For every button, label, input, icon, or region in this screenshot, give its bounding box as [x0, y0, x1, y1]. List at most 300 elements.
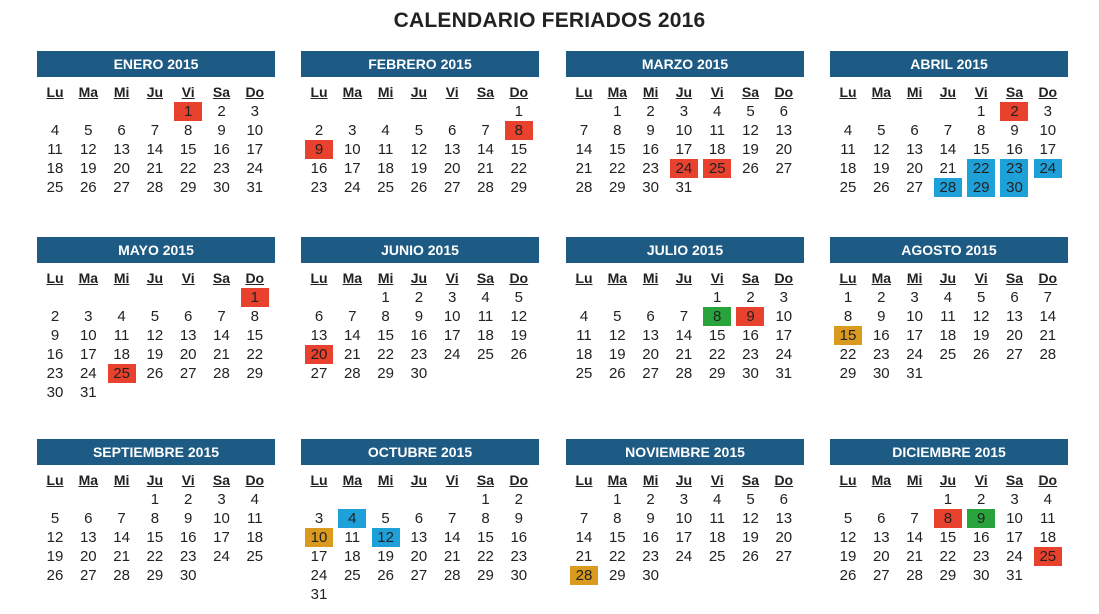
day-cell: 23 [410, 346, 428, 363]
day-cell: 3 [348, 122, 357, 139]
weekday-label: Vi [710, 270, 724, 286]
empty-cell [39, 288, 71, 307]
weekday-label: Vi [445, 84, 459, 100]
day-cell: 17 [310, 548, 328, 565]
weekday-label: Mi [377, 84, 394, 100]
weekday-label: Ju [146, 270, 164, 286]
weekday-label: Sa [741, 84, 760, 100]
day-cell: 10 [675, 510, 693, 527]
weekday-label: Vi [181, 472, 195, 488]
day-cell: 15 [608, 141, 626, 158]
empty-cell [205, 288, 237, 307]
day-cell: 26 [377, 567, 394, 584]
day-cell: 1 [514, 103, 523, 120]
day-cell: 17 [1006, 529, 1023, 546]
day-cell: 7 [348, 308, 357, 325]
day-cell: 28 [575, 179, 593, 196]
weekday-label: Lu [839, 472, 857, 488]
day-cell: 30 [410, 365, 428, 382]
day-cell: 8 [250, 308, 259, 325]
weekday-label: Ma [342, 270, 363, 286]
day-cell: 18 [575, 346, 593, 363]
day-cell: 19 [510, 327, 528, 344]
month-days-grid [832, 83, 1068, 197]
day-cell: 11 [709, 122, 725, 139]
day-cell: 22 [146, 548, 164, 565]
day-cell: 4 [381, 122, 390, 139]
day-cell: 11 [940, 308, 956, 325]
empty-cell [403, 102, 435, 121]
month-mayo [37, 237, 275, 402]
day-cell: 12 [608, 327, 626, 344]
day-cell: 11 [576, 327, 592, 344]
holiday-day-orange: 15 [832, 326, 864, 345]
day-cell: 8 [977, 122, 986, 139]
day-cell: 30 [213, 179, 230, 196]
day-cell: 28 [906, 567, 923, 584]
day-cell: 14 [1039, 308, 1057, 325]
day-cell: 4 [117, 308, 126, 325]
empty-cell [139, 102, 171, 121]
weekday-label: Do [1038, 472, 1058, 488]
day-cell: 26 [510, 346, 528, 363]
empty-cell [568, 490, 600, 509]
weekday-label: Do [1038, 84, 1058, 100]
day-cell: 18 [1039, 529, 1057, 546]
day-cell: 21 [443, 548, 461, 565]
day-cell: 24 [79, 365, 97, 382]
empty-cell [303, 288, 335, 307]
day-cell: 26 [839, 567, 857, 584]
month-octubre [301, 439, 539, 604]
weekday-label: Sa [1005, 84, 1024, 100]
weekday-label: Mi [377, 472, 394, 488]
day-cell: 1 [943, 491, 953, 508]
weekday-label: Sa [476, 270, 495, 286]
day-cell: 7 [448, 510, 457, 527]
day-cell: 25 [575, 365, 593, 382]
day-cell: 9 [514, 510, 523, 527]
day-cell: 2 [414, 289, 424, 306]
weekday-label: Lu [310, 84, 328, 100]
empty-cell [899, 490, 931, 509]
day-cell: 25 [46, 179, 64, 196]
day-cell: 21 [343, 346, 361, 363]
day-cell: 22 [608, 160, 626, 177]
day-cell: 19 [377, 548, 394, 565]
day-cell: 8 [613, 122, 622, 139]
weekday-label: Ma [78, 84, 99, 100]
weekday-label: Mi [113, 84, 130, 100]
day-cell: 27 [443, 179, 461, 196]
holiday-day-green: 9 [965, 509, 997, 528]
day-cell: 17 [246, 141, 264, 158]
day-cell: 5 [514, 289, 523, 306]
day-cell: 2 [746, 289, 755, 306]
day-cell: 11 [477, 308, 494, 325]
day-cell: 26 [742, 548, 759, 565]
day-cell: 23 [642, 160, 659, 177]
day-cell: 14 [675, 327, 693, 344]
day-cell: 27 [79, 567, 97, 584]
day-cell: 9 [217, 122, 226, 139]
day-cell: 3 [84, 308, 93, 325]
weekday-label: Ma [607, 84, 628, 100]
day-cell: 18 [939, 327, 957, 344]
weekday-label: Lu [310, 270, 328, 286]
day-cell: 22 [377, 346, 394, 363]
day-cell: 20 [906, 160, 923, 177]
empty-cell [932, 102, 964, 121]
weekday-label: Vi [974, 84, 988, 100]
day-cell: 17 [775, 327, 793, 344]
weekday-label: Ju [939, 472, 957, 488]
day-cell: 12 [410, 141, 428, 158]
day-cell: 6 [877, 510, 886, 527]
day-cell: 13 [775, 510, 793, 527]
holiday-day-blue: 24 [1032, 159, 1064, 178]
day-cell: 19 [608, 346, 626, 363]
day-cell: 5 [746, 103, 755, 120]
day-cell: 31 [246, 179, 264, 196]
holiday-day-red: 9 [734, 307, 766, 326]
day-cell: 10 [343, 141, 361, 158]
empty-cell [303, 490, 335, 509]
weekday-label: Ma [871, 270, 892, 286]
day-cell: 15 [146, 529, 164, 546]
day-cell: 5 [414, 122, 424, 139]
day-cell: 31 [310, 586, 328, 603]
day-cell: 13 [179, 327, 197, 344]
month-julio [566, 237, 804, 383]
day-cell: 29 [179, 179, 197, 196]
empty-cell [899, 102, 931, 121]
day-cell: 21 [477, 160, 494, 177]
holiday-day-red: 8 [932, 509, 964, 528]
weekday-label: Ju [675, 84, 693, 100]
day-cell: 17 [343, 160, 361, 177]
day-cell: 21 [113, 548, 130, 565]
day-cell: 26 [146, 365, 164, 382]
day-cell: 19 [972, 327, 990, 344]
day-cell: 22 [477, 548, 494, 565]
weekday-label: Lu [575, 472, 593, 488]
month-days-grid [39, 269, 275, 402]
holiday-day-red: 25 [701, 159, 733, 178]
weekday-label: Ju [675, 472, 693, 488]
day-cell: 23 [310, 179, 328, 196]
day-cell: 25 [939, 346, 957, 363]
day-cell: 6 [448, 122, 457, 139]
day-cell: 6 [910, 122, 919, 139]
day-cell: 21 [906, 548, 923, 565]
day-cell: 29 [246, 365, 264, 382]
day-cell: 5 [84, 122, 93, 139]
day-cell: 28 [1039, 346, 1057, 363]
holiday-day-blue: 29 [965, 178, 997, 197]
weekday-label: Do [1038, 270, 1058, 286]
weekday-label: Ju [146, 84, 164, 100]
day-cell: 14 [443, 529, 461, 546]
day-cell: 7 [217, 308, 226, 325]
day-cell: 24 [906, 346, 923, 363]
empty-cell [865, 490, 897, 509]
weekday-label: Ma [78, 472, 99, 488]
day-cell: 13 [410, 529, 428, 546]
day-cell: 7 [579, 122, 589, 139]
day-cell: 26 [410, 179, 428, 196]
day-cell: 13 [872, 529, 890, 546]
day-cell: 29 [608, 179, 626, 196]
day-cell: 28 [146, 179, 164, 196]
day-cell: 20 [443, 160, 461, 177]
day-cell: 21 [1039, 327, 1057, 344]
month-enero [37, 51, 275, 197]
day-cell: 10 [775, 308, 793, 325]
day-cell: 13 [642, 327, 659, 344]
weekday-label: Lu [46, 84, 64, 100]
day-cell: 24 [310, 567, 328, 584]
weekday-label: Ju [410, 472, 428, 488]
weekday-label: Vi [181, 84, 195, 100]
day-cell: 16 [179, 529, 197, 546]
day-cell: 6 [314, 308, 324, 325]
day-cell: 15 [972, 141, 990, 158]
weekday-label: Lu [46, 270, 64, 286]
month-header: DICIEMBRE 2015 [830, 439, 1068, 465]
holiday-day-red: 20 [303, 345, 335, 364]
weekday-label: Vi [445, 270, 459, 286]
day-cell: 24 [1006, 548, 1023, 565]
day-cell: 28 [477, 179, 494, 196]
weekday-label: Sa [212, 84, 231, 100]
page-title: CALENDARIO FERIADOS 2016 [393, 9, 706, 32]
day-cell: 21 [146, 160, 164, 177]
day-cell: 18 [113, 346, 130, 363]
holiday-day-blue: 12 [370, 528, 402, 547]
day-cell: 24 [443, 346, 461, 363]
day-cell: 22 [708, 346, 726, 363]
day-cell: 6 [1010, 289, 1019, 306]
day-cell: 22 [179, 160, 197, 177]
day-cell: 7 [943, 122, 953, 139]
day-cell: 12 [742, 510, 759, 527]
month-febrero [301, 51, 539, 197]
day-cell: 18 [343, 548, 361, 565]
day-cell: 22 [608, 548, 626, 565]
weekday-label: Lu [575, 84, 593, 100]
day-cell: 20 [642, 346, 659, 363]
day-cell: 22 [939, 548, 957, 565]
month-days-grid [303, 269, 539, 383]
day-cell: 5 [746, 491, 755, 508]
day-cell: 7 [481, 122, 490, 139]
day-cell: 12 [46, 529, 64, 546]
holiday-day-blue: 28 [932, 178, 964, 197]
day-cell: 5 [150, 308, 160, 325]
day-cell: 17 [443, 327, 461, 344]
weekday-label: Ju [146, 472, 164, 488]
holiday-day-red: 2 [998, 102, 1030, 121]
day-cell: 9 [414, 308, 424, 325]
weekday-label: Do [774, 84, 794, 100]
day-cell: 30 [742, 365, 759, 382]
day-cell: 27 [179, 365, 197, 382]
month-days-grid [568, 471, 804, 585]
empty-cell [370, 490, 402, 509]
day-cell: 9 [877, 308, 886, 325]
day-cell: 7 [1043, 289, 1052, 306]
weekday-label: Lu [46, 472, 64, 488]
weekday-label: Mi [377, 270, 394, 286]
holiday-day-blue: 23 [998, 159, 1030, 178]
weekday-label: Sa [212, 270, 231, 286]
holiday-day-red: 1 [172, 102, 204, 121]
day-cell: 16 [310, 160, 328, 177]
day-cell: 10 [213, 510, 230, 527]
day-cell: 11 [1039, 510, 1056, 527]
day-cell: 10 [79, 327, 97, 344]
day-cell: 29 [839, 365, 857, 382]
month-marzo [566, 51, 804, 197]
day-cell: 15 [510, 141, 528, 158]
day-cell: 17 [1039, 141, 1057, 158]
weekday-label: Ju [939, 84, 957, 100]
day-cell: 20 [179, 346, 197, 363]
day-cell: 27 [1006, 346, 1023, 363]
day-cell: 31 [1006, 567, 1023, 584]
weekday-label: Vi [974, 472, 988, 488]
day-cell: 17 [79, 346, 97, 363]
day-cell: 26 [872, 179, 890, 196]
day-cell: 28 [213, 365, 230, 382]
month-header: ENERO 2015 [37, 51, 275, 77]
day-cell: 19 [46, 548, 64, 565]
month-header: NOVIEMBRE 2015 [566, 439, 804, 465]
day-cell: 6 [646, 308, 655, 325]
day-cell: 6 [779, 103, 788, 120]
day-cell: 16 [213, 141, 230, 158]
day-cell: 19 [742, 529, 759, 546]
day-cell: 11 [246, 510, 263, 527]
day-cell: 17 [213, 529, 230, 546]
day-cell: 18 [477, 327, 494, 344]
day-cell: 26 [608, 365, 626, 382]
empty-cell [436, 490, 468, 509]
day-cell: 24 [675, 548, 693, 565]
day-cell: 1 [613, 103, 622, 120]
day-cell: 3 [250, 103, 259, 120]
day-cell: 18 [46, 160, 64, 177]
day-cell: 3 [217, 491, 226, 508]
empty-cell [172, 288, 204, 307]
holiday-day-red: 25 [106, 364, 138, 383]
day-cell: 13 [775, 122, 793, 139]
day-cell: 17 [675, 529, 693, 546]
day-cell: 29 [146, 567, 164, 584]
day-cell: 16 [642, 529, 659, 546]
day-cell: 16 [642, 141, 659, 158]
day-cell: 6 [779, 491, 788, 508]
empty-cell [865, 102, 897, 121]
day-cell: 30 [510, 567, 528, 584]
day-cell: 14 [906, 529, 923, 546]
day-cell: 19 [742, 141, 759, 158]
day-cell: 13 [310, 327, 328, 344]
day-cell: 5 [977, 289, 986, 306]
weekday-label: Sa [212, 472, 231, 488]
day-cell: 5 [381, 510, 390, 527]
month-header: AGOSTO 2015 [830, 237, 1068, 263]
day-cell: 3 [910, 289, 919, 306]
weekday-label: Lu [310, 472, 328, 488]
weekday-label: Sa [1005, 270, 1024, 286]
weekday-label: Do [245, 84, 265, 100]
empty-cell [469, 102, 501, 121]
day-cell: 8 [481, 510, 490, 527]
day-cell: 19 [146, 346, 164, 363]
month-diciembre [830, 439, 1068, 585]
day-cell: 4 [943, 289, 953, 306]
day-cell: 15 [377, 327, 394, 344]
day-cell: 1 [977, 103, 986, 120]
month-days-grid [568, 83, 804, 197]
day-cell: 2 [184, 491, 193, 508]
day-cell: 5 [50, 510, 60, 527]
day-cell: 25 [708, 548, 726, 565]
day-cell: 16 [1006, 141, 1023, 158]
weekday-label: Mi [906, 84, 923, 100]
day-cell: 1 [381, 289, 390, 306]
weekday-label: Ju [410, 84, 428, 100]
day-cell: 12 [872, 141, 890, 158]
day-cell: 10 [443, 308, 461, 325]
empty-cell [403, 490, 435, 509]
empty-cell [336, 102, 368, 121]
day-cell: 1 [613, 491, 622, 508]
day-cell: 6 [184, 308, 193, 325]
weekday-label: Sa [1005, 472, 1024, 488]
day-cell: 23 [510, 548, 528, 565]
day-cell: 16 [410, 327, 428, 344]
month-days-grid [303, 83, 539, 197]
day-cell: 6 [414, 510, 424, 527]
holiday-day-blue: 4 [336, 509, 368, 528]
day-cell: 14 [477, 141, 494, 158]
day-cell: 28 [443, 567, 461, 584]
month-header: MARZO 2015 [566, 51, 804, 77]
day-cell: 23 [742, 346, 759, 363]
day-cell: 8 [381, 308, 390, 325]
day-cell: 7 [150, 122, 160, 139]
day-cell: 23 [642, 548, 659, 565]
day-cell: 23 [213, 160, 230, 177]
day-cell: 30 [642, 567, 659, 584]
day-cell: 15 [179, 141, 197, 158]
day-cell: 23 [872, 346, 890, 363]
day-cell: 18 [839, 160, 857, 177]
month-junio [301, 237, 539, 383]
day-cell: 31 [675, 179, 693, 196]
month-days-grid [568, 269, 804, 383]
day-cell: 13 [1006, 308, 1023, 325]
day-cell: 12 [146, 327, 164, 344]
day-cell: 11 [840, 141, 856, 158]
day-cell: 8 [184, 122, 193, 139]
day-cell: 4 [250, 491, 259, 508]
day-cell: 20 [410, 548, 428, 565]
day-cell: 19 [839, 548, 857, 565]
